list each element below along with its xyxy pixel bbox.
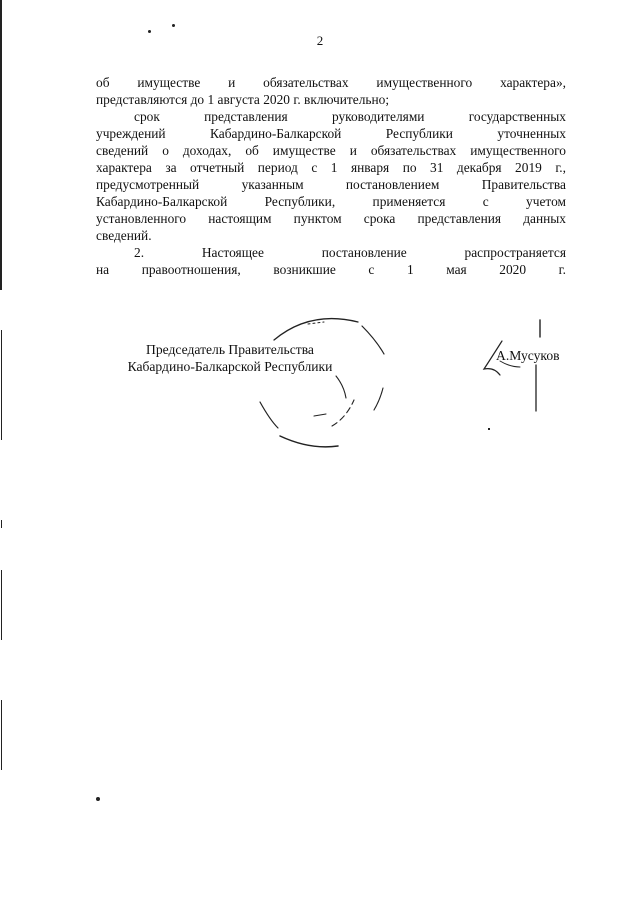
signatory-title-line: Председатель Правительства [146, 342, 314, 357]
text-line: 2. Настоящее постановление распространяется [134, 245, 566, 260]
text-line: Кабардино-Балкарской Республики, применяется с учетом [96, 194, 566, 209]
text-line: сведений о доходах, об имуществе и обязательствах имущественного [96, 143, 566, 158]
scan-artifact [0, 0, 2, 290]
text-line: срок представления руководителями государственных [134, 109, 566, 124]
paragraph-3 [96, 244, 566, 278]
seal-stamp [250, 300, 400, 460]
signatory-name: А.Мусуков [496, 348, 560, 363]
scan-artifact [1, 570, 2, 640]
text-line: установленного настоящим пунктом срока представления данных [96, 211, 566, 226]
signatory-title-line: Кабардино-Балкарской Республики [127, 359, 333, 374]
text-line: сведений. [96, 228, 152, 243]
text-line: на правоотношения, возникшие с 1 мая 2020 г. [96, 262, 566, 277]
text-line: предусмотренный указанным постановлением Правительства [96, 177, 566, 192]
scan-artifact [1, 520, 2, 528]
scan-artifact [148, 30, 151, 33]
paragraph-2 [96, 108, 566, 244]
scan-artifact [1, 330, 2, 440]
scan-artifact [1, 700, 2, 770]
handwritten-signature [470, 315, 550, 425]
text-line: характера за отчетный период с 1 января по 31 декабря 2019 г., [96, 160, 566, 175]
text-line: представляются до 1 августа 2020 г. включительно; [96, 92, 390, 107]
scan-artifact [488, 428, 490, 430]
scan-artifact [96, 797, 100, 801]
page-number: 2 [316, 33, 324, 48]
scan-artifact [172, 24, 175, 27]
text-line: учреждений Кабардино-Балкарской Республики уточненных [96, 126, 566, 141]
text-line: об имуществе и обязательствах имущественного характера», [96, 75, 566, 90]
paragraph-1 [96, 74, 566, 108]
